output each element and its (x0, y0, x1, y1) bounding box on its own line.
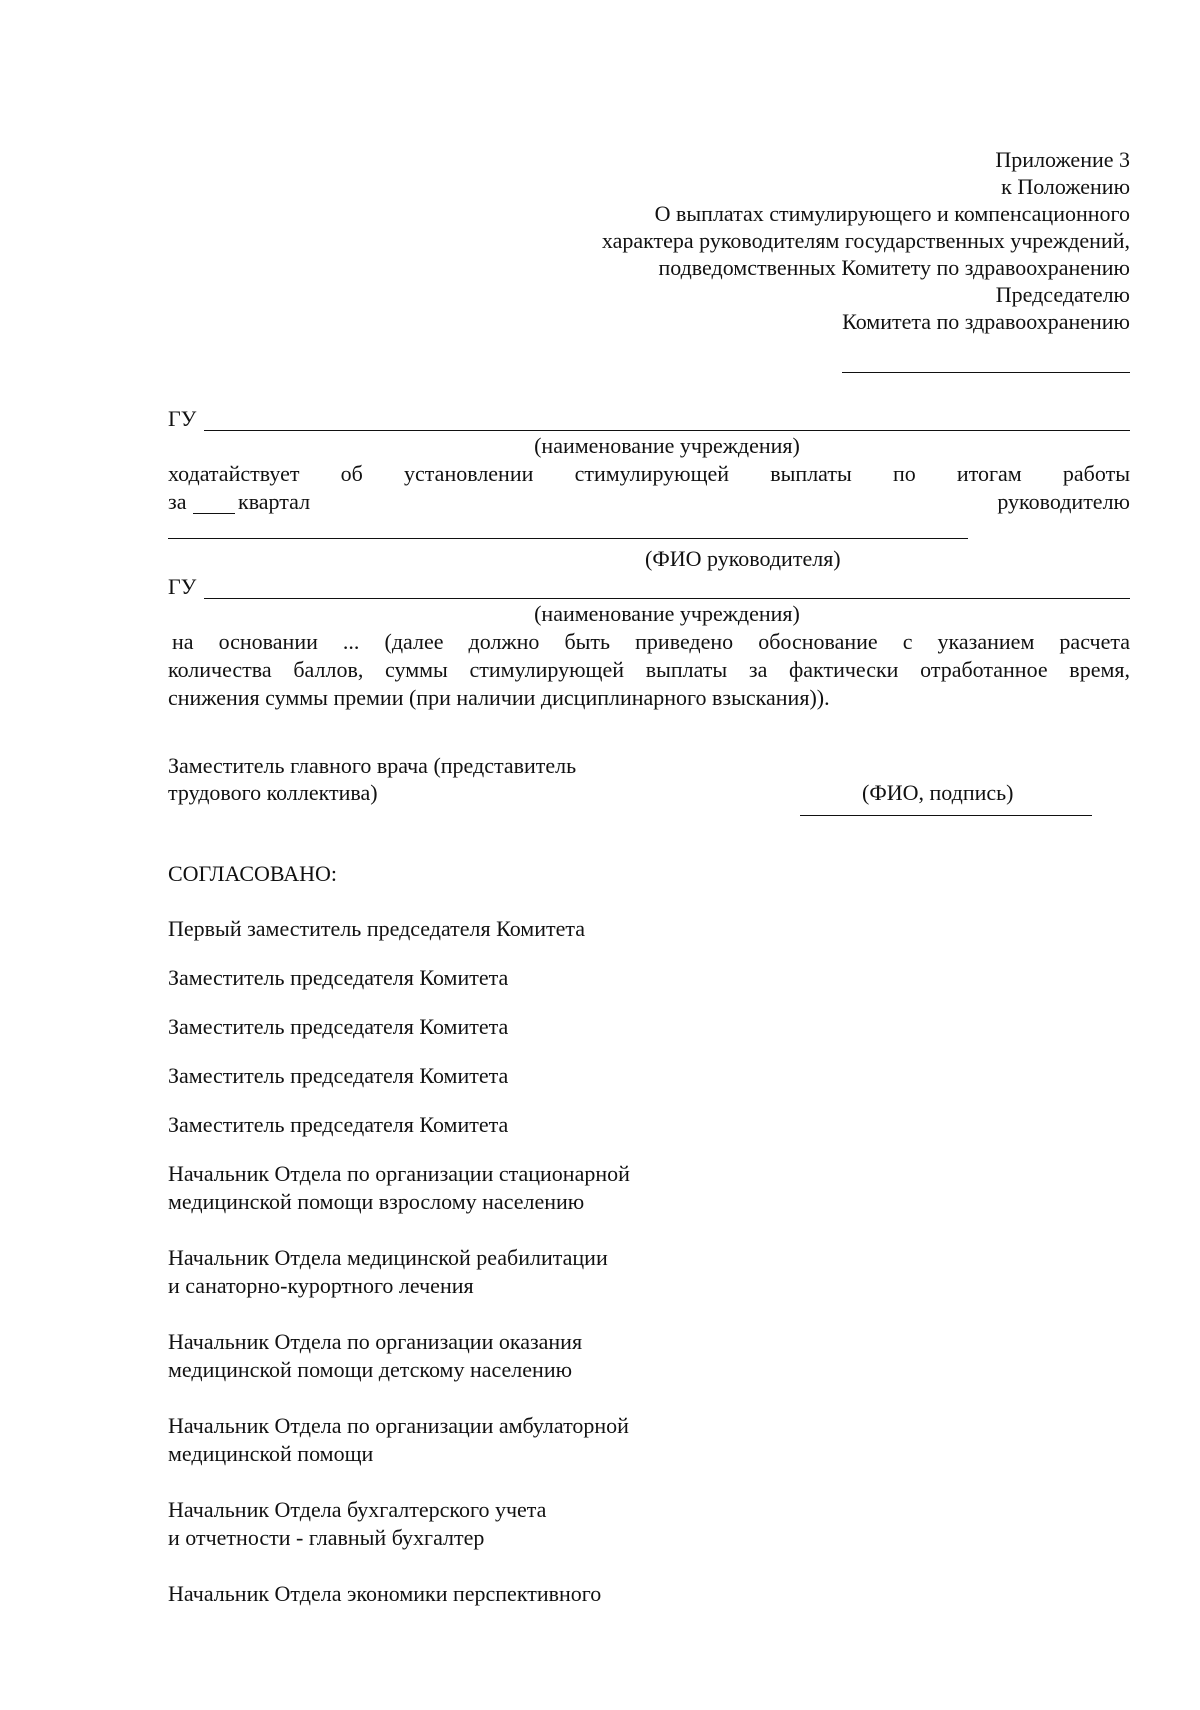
petition-word: об (340, 461, 363, 486)
petition-word: итогам (956, 461, 1022, 486)
approval-heading: СОГЛАСОВАНО: (168, 861, 337, 886)
petition-sentence (168, 460, 1130, 488)
institution-label-2: ГУ (168, 574, 197, 599)
quarter-number-line (193, 513, 235, 514)
approver-title-line1: Начальник Отдела медицинской реабилитации (168, 1245, 608, 1270)
petition-word: по (892, 461, 916, 486)
deputy-signature-caption: (ФИО, подпись) (862, 780, 1014, 805)
regulation-title-line3: подведомственных Комитету по здравоохранению (658, 255, 1130, 280)
regulation-title-line2: характера руководителям государственных учреждений, (601, 228, 1130, 253)
petition-word: установлении (404, 461, 534, 486)
institution-label-1: ГУ (168, 406, 197, 431)
approver-title: Заместитель председателя Комитета (168, 965, 509, 990)
deputy-title-line2: трудового коллектива) (168, 780, 378, 805)
approver-title-line1: Начальник Отдела по организации стационарной (168, 1161, 630, 1186)
petition-word: стимулирующей (574, 461, 730, 486)
basis-line-3: снижения суммы премии (при наличии дисциплинарного взыскания)). (168, 685, 830, 710)
deputy-title-line1: Заместитель главного врача (представитель (168, 753, 577, 778)
quarter-prefix: за (168, 489, 187, 514)
institution-line-1 (204, 430, 1130, 431)
approver-title-line1: Начальник Отдела бухгалтерского учета (168, 1497, 547, 1522)
institution-caption-2: (наименование учреждения) (534, 601, 800, 626)
approver-title-last: Начальник Отдела экономики перспективного (168, 1581, 602, 1606)
director-fio-caption: (ФИО руководителя) (645, 546, 841, 571)
director-fio-line (168, 538, 968, 539)
approver-title-line1: Начальник Отдела по организации оказания (168, 1329, 583, 1354)
recipient-label: руководителю (997, 489, 1130, 514)
approver-title-line2: медицинской помощи (168, 1441, 374, 1466)
approver-title-line2: и отчетности - главный бухгалтер (168, 1525, 485, 1550)
deputy-signature-line (800, 815, 1092, 816)
petition-word: работы (1062, 461, 1130, 486)
basis-line-1: на основании ... (далее должно быть приведено обоснование с указанием расчета (172, 629, 1130, 654)
approver-title: Заместитель председателя Комитета (168, 1112, 509, 1137)
approver-title-line2: медицинской помощи взрослому населению (168, 1189, 585, 1214)
addressee-signature-line (842, 372, 1130, 373)
approver-title-line1: Начальник Отдела по организации амбулаторной (168, 1413, 629, 1438)
approver-title-line2: медицинской помощи детскому населению (168, 1357, 573, 1382)
approver-title-line2: и санаторно-курортного лечения (168, 1273, 474, 1298)
appendix-number: Приложение 3 (995, 147, 1130, 172)
appendix-reference: к Положению (1001, 174, 1130, 199)
quarter-label: квартал (238, 489, 311, 514)
basis-line-2: количества баллов, суммы стимулирующей выплаты за фактически отработанное время, (168, 657, 1130, 682)
approver-title: Первый заместитель председателя Комитета (168, 916, 586, 941)
approver-title: Заместитель председателя Комитета (168, 1014, 509, 1039)
approver-title: Заместитель председателя Комитета (168, 1063, 509, 1088)
petition-word: ходатайствует (168, 461, 300, 486)
addressee-committee: Комитета по здравоохранению (842, 309, 1130, 334)
regulation-title-line1: О выплатах стимулирующего и компенсационного (654, 201, 1130, 226)
petition-word: выплаты (770, 461, 852, 486)
institution-line-2 (204, 598, 1130, 599)
addressee-title: Председателю (995, 282, 1130, 307)
institution-caption-1: (наименование учреждения) (534, 433, 800, 458)
